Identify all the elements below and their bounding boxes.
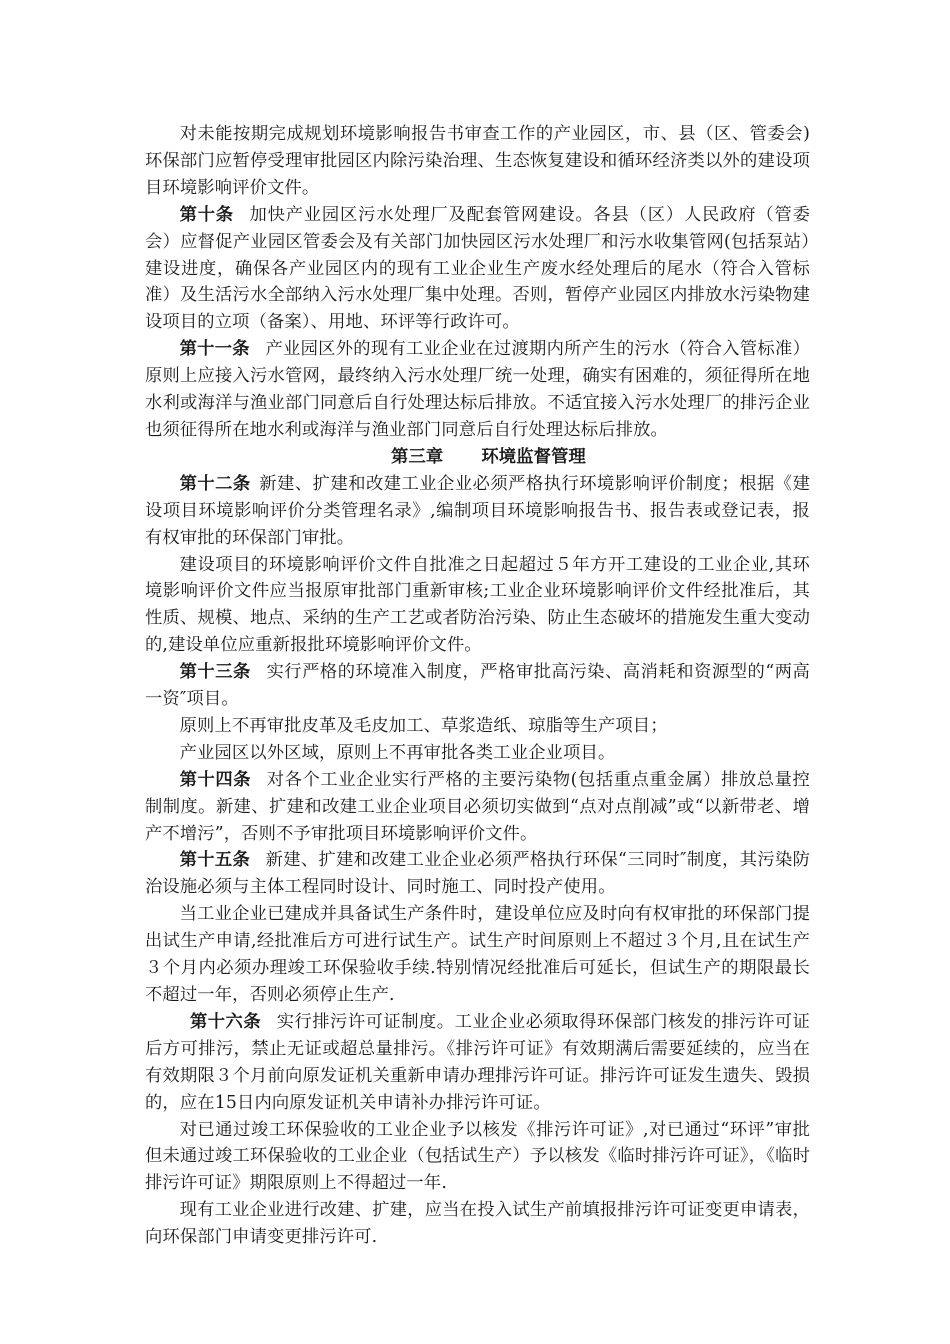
article-text: 新建、扩建和改建工业企业必须严格执行环保“三同时″制度，其污染防治设施必须与主体工程同时设计、同时施工、同时投产使用。 (145, 850, 810, 898)
article-number: 第十六条 (189, 1011, 262, 1032)
paragraph-p13 (145, 1117, 810, 1198)
paragraph-text: 现有工业企业进行改建、扩建，应当在投入试生产前填报排污许可证变更申请表，向环保部门申请变更排污许可. (145, 1200, 810, 1248)
paragraph-p11 (145, 901, 810, 1009)
paragraph-text: 对已通过竣工环保验收的工业企业予以核发《排污许可证》,对已通过“环评”审批但未通过竣工环保验收的工业企业（包括试生产）予以核发《临时排污许可证》，《临时排污许可证》期限原则上不得超过一年. (145, 1119, 810, 1194)
paragraph-text: 原则上不再审批皮革及毛皮加工、草浆造纸、琼脂等生产项目； (179, 715, 668, 736)
paragraph-text: 当工业企业已建成并具备试生产条件时，建设单位应及时向有权审批的环保部门提出试生产申请,经批准后方可进行试生产。试生产时间原则上不超过３个月,且在试生产３个月内必须办理竣工环保验收手续.特别情况经批准后可延长，但试生产的期限最长不超过一年，否则必须停止生产. (145, 904, 810, 1005)
paragraph-p8 (145, 740, 810, 767)
article-number: 第十二条 (179, 473, 251, 494)
article-text: 实行严格的环境准入制度，严格审批高污染、高消耗和资源型的“两高一资″项目。 (145, 662, 810, 710)
paragraph-p5 (145, 552, 810, 660)
paragraph-p14 (145, 1197, 810, 1251)
article-11 (145, 336, 810, 444)
paragraph-p7 (145, 713, 810, 740)
chapter-title: 环境监督管理 (481, 446, 586, 467)
article-16 (145, 1009, 810, 1117)
article-text: 新建、扩建和改建工业企业必须严格执行环境影响评价制度；根据《建设项目环境影响评价分类管理名录》,编制项目环境影响报告书、报告表或登记表，报有权审批的环保部门审批。 (145, 473, 810, 548)
article-text: 实行排污许可证制度。工业企业必须取得环保部门核发的排污许可证后方可排污，禁止无证或超总量排污。《排污许可证》有效期满后需要延续的，应当在有效期限３个月前向原发证机关重新申请办理排污许可证。排污许可证发生遗失、毁损的，应在15日内向原发证机关申请补办排污许可证。 (145, 1011, 810, 1113)
chapter-heading (145, 444, 810, 471)
article-number: 第十五条 (179, 850, 251, 871)
article-number: 第十四条 (179, 769, 252, 790)
article-text: 产业园区外的现有工业企业在过渡期内所产生的污水（符合入管标准）原则上应接入污水管网，最终纳入污水处理厂统一处理，确实有困难的，须征得所在地水利或海洋与渔业部门同意后自行处理达标后排放。不适宜接入污水处理厂的排污企业也须征得所在地水利或海洋与渔业部门同意后自行处理达标后排放。 (145, 339, 811, 440)
article-12 (145, 471, 810, 552)
article-text: 对各个工业企业实行严格的主要污染物(包括重点重金属）排放总量控制制度。新建、扩建和改建工业企业项目必须切实做到“点对点削减”或“以新带老、增产不增污”，否则不予审批项目环境影响评价文件。 (145, 769, 810, 844)
chapter-number: 第三章 (391, 446, 444, 467)
article-text: 加快产业园区污水处理厂及配套管网建设。各县（区）人民政府（管委会）应督促产业园区管委会及有关部门加快园区污水处理厂和污水收集管网(包括泵站）建设进度，确保各产业园区内的现有工业企业生产废水经处理后的尾水（符合入管标准）及生活污水全部纳入污水处理厂集中处理。否则，暂停产业园区内排放水污染物建设项目的立项（备案）、用地、环评等行政许可。 (145, 204, 810, 333)
article-number: 第十一条 (179, 339, 250, 360)
article-number: 第十条 (179, 204, 234, 225)
article-13 (145, 659, 810, 713)
article-14 (145, 767, 810, 848)
paragraph-text: 产业园区以外区域，原则上不再审批各类工业企业项目。 (179, 742, 616, 763)
paragraph-text: 对未能按期完成规划环境影响报告书审查工作的产业园区，市、县（区、管委会)环保部门应暂停受理审批园区内除污染治理、生态恢复建设和循环经济类以外的建设项目环境影响评价文件。 (145, 124, 810, 198)
article-10 (145, 202, 810, 337)
paragraph-p1 (145, 121, 810, 202)
paragraph-text: 建设项目的环境影响评价文件自批准之日起超过５年方开工建设的工业企业,其环境影响评价文件应当报原审批部门重新审核;工业企业环境影响评价文件经批准后，其性质、规模、地点、采纳的生产工艺或者防治污染、防止生态破坏的措施发生重大变动的,建设单位应重新报批环境影响评价文件。 (145, 554, 810, 656)
article-number: 第十三条 (179, 662, 251, 683)
article-15 (145, 847, 810, 901)
